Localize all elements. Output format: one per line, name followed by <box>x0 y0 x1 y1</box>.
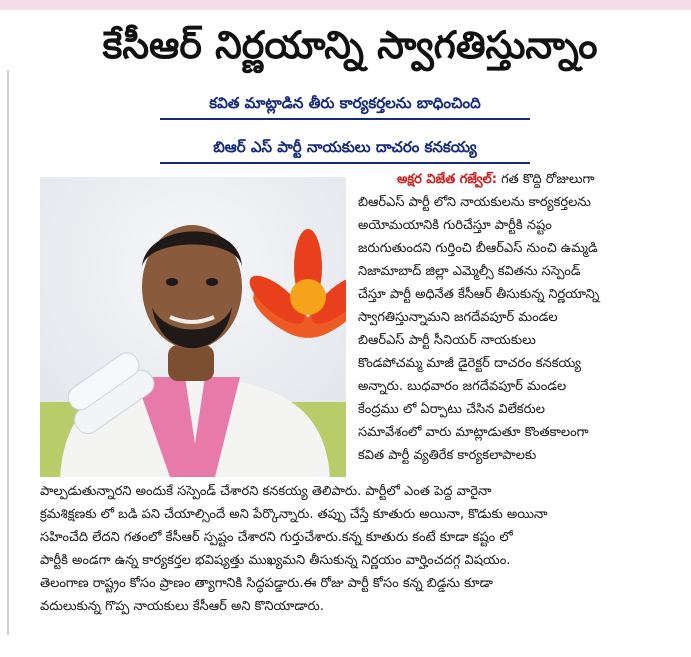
article-line: బిఆర్ఎస్ పార్టీ సీనియర్ నాయకులు <box>358 333 536 348</box>
column-rule <box>7 70 9 635</box>
article-line: చేస్తూ పార్టీ అధినేత కేసీఆర్ తీసుకున్న నిర్ణయాన్ని <box>358 287 600 302</box>
article-line: వదులుకున్న గొప్ప నాయకులు కేసీఆర్ అని కొనియాడారు. <box>40 599 324 614</box>
article-line-text: గత కొద్ది రోజులుగా <box>496 172 595 187</box>
top-color-band <box>0 0 691 10</box>
article-line: తెలంగాణ రాష్ట్రం కోసం ప్రాణం త్యాగానికి సిద్ధపడ్డారు.ఈ రోజు పార్టీ కోసం కన్న బిడ్డను కూడా <box>40 576 493 591</box>
article-line: క్రమశిక్షణకు లో బడి పని చేయాల్సిందే అని పేర్కొన్నారు. తప్పు చేస్తే కూతురు అయినా, కొడుకు అయినా <box>40 507 548 522</box>
portrait-photo-icon <box>40 177 346 477</box>
article-line: జరుగుతుందని గుర్తించి బీఆర్ఎస్ నుంచి ఉమ్మడి <box>358 241 598 256</box>
article-line: నిజామాబాద్ జిల్లా ఎమ్మెల్సీ కవితను సస్పెండ్ <box>358 264 581 279</box>
article-line: కొండపోచమ్మ మాజీ డైరెక్టర్ దాచరం కనకయ్య <box>358 356 582 371</box>
article-line: అన్నారు. బుధవారం జగదేవపూర్ మండల <box>358 379 567 394</box>
portrait-photo <box>40 177 346 477</box>
subheadline-first: కవిత మాట్లాడిన తీరు కార్యకర్తలను బాధించింది <box>160 88 530 120</box>
article-line: పాల్పడుతున్నారని అందుకే సస్పెండ్ చేశారని కనకయ్య తెలిపారు. పార్టీలో ఎంత పెద్ద వారైనా <box>40 484 492 499</box>
dateline: అక్షర విజేత గజ్వేల్: <box>397 172 497 187</box>
article-line: సహించేది లేదని గతంలో కేసీఆర్ స్పష్టం చేశారని గుర్తుచేశారు.కన్న కూతురు కంటే కూడా కష్టం లో <box>40 530 513 545</box>
article-line: సమావేశంలో వారు మాట్లాడుతూ కొంతకాలంగా <box>358 425 589 440</box>
article-line: కవిత పార్టీ వ్యతిరేక కార్యకలాపాలకు <box>358 448 537 463</box>
article-line: కేంద్రము లో ఏర్పాటు చేసిన విలేకరుల <box>358 402 546 417</box>
article-line <box>397 168 687 191</box>
headline: కేసీఆర్ నిర్ణయాన్ని స్వాగతిస్తున్నాం <box>102 23 598 67</box>
subheadline-second: బిఆర్ ఎస్ పార్టీ నాయకులు దాచరం కనకయ్య <box>160 132 530 164</box>
article-line: పార్టీకి అండగా ఉన్న కార్యకర్తల భవిష్యత్తు ముఖ్యమని తీసుకున్న నిర్ణయం వార్హించదగ్గ విషయం. <box>40 553 511 568</box>
article-line: బిఆర్ఎస్ పార్టీ లోని నాయకులను కార్యకర్తలను <box>358 195 591 210</box>
article-line: అయోమయానికి గురిచేస్తూ పార్టీకి నష్టం <box>358 218 552 233</box>
article-line: స్వాగతిస్తున్నామని జగదేవపూర్ మండల <box>358 310 558 325</box>
